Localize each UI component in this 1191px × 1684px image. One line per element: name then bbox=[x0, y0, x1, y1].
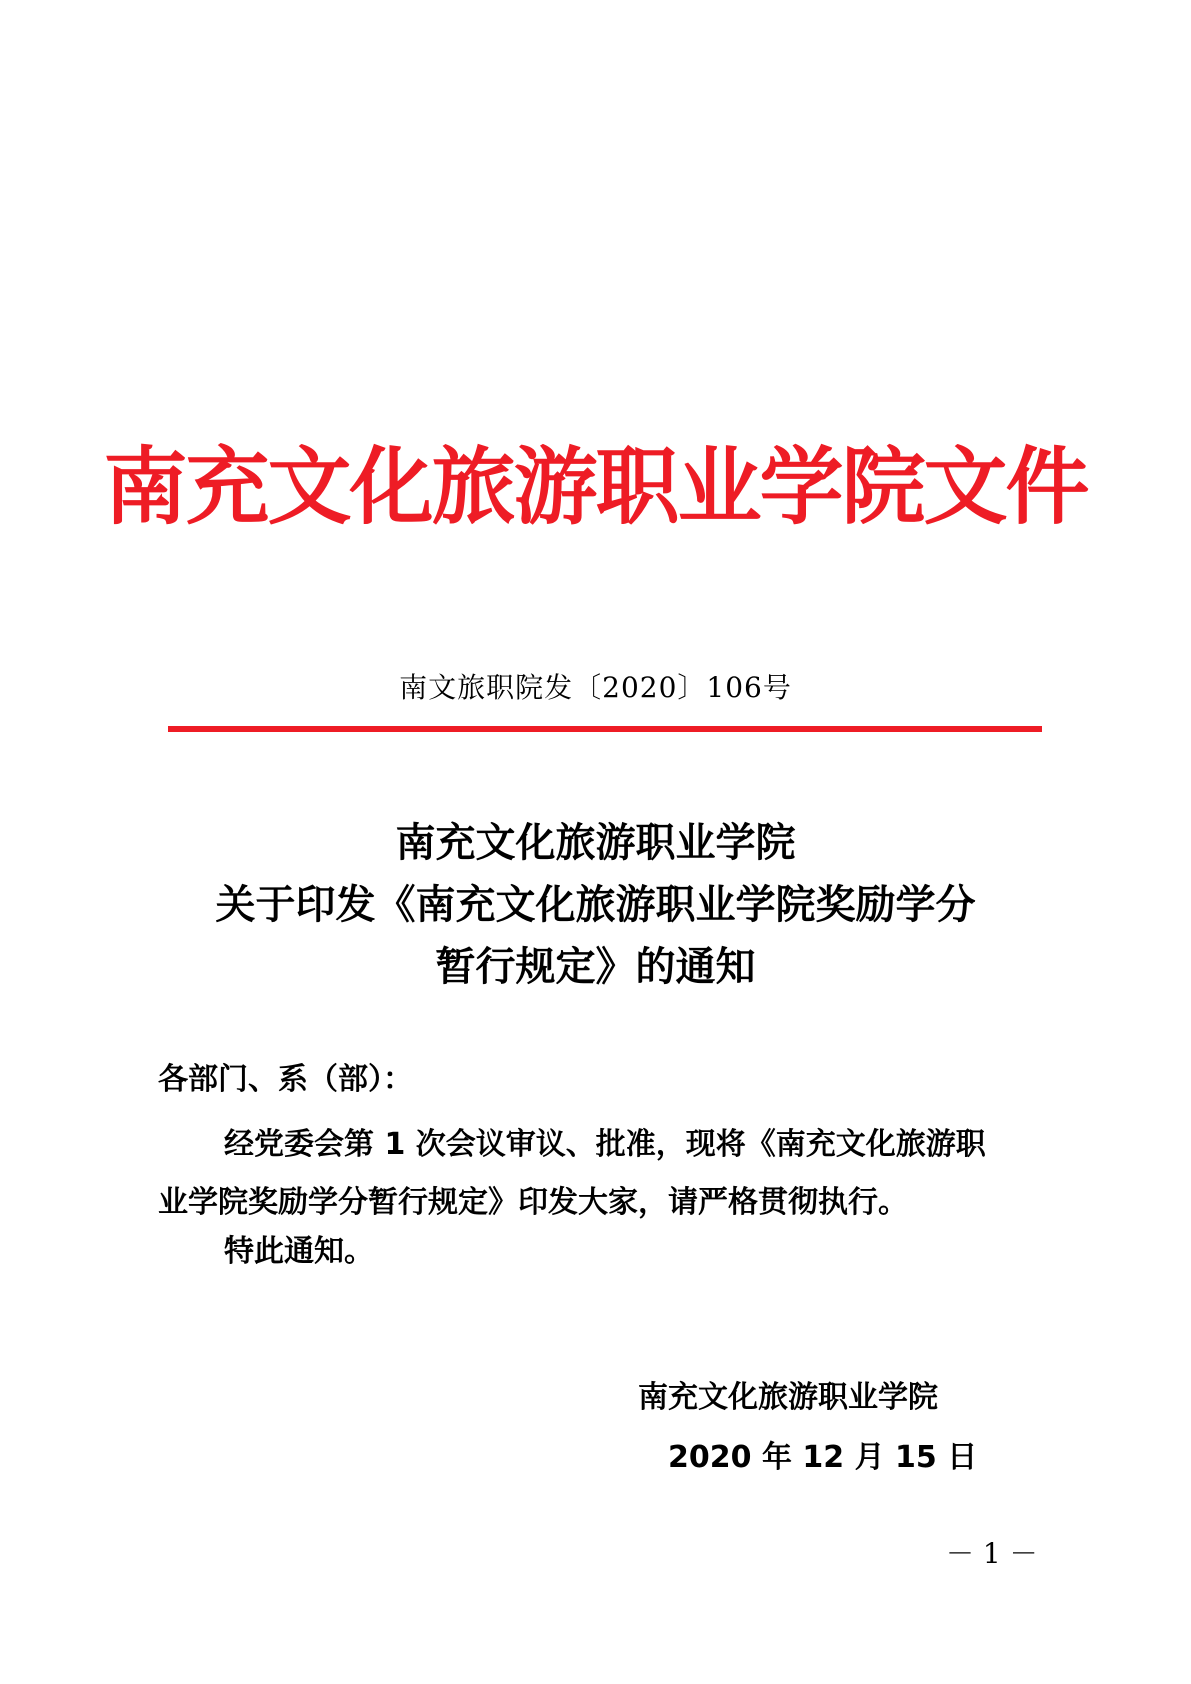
body-paragraph bbox=[158, 1116, 1038, 1232]
signature-date: 2020 年 12 月 15 日 bbox=[668, 1440, 978, 1475]
document-title-line-2: 关于印发《南充文化旅游职业学院奖励学分 bbox=[215, 882, 976, 928]
red-divider-line bbox=[168, 726, 1042, 732]
salutation: 各部门、系（部）： bbox=[158, 1062, 413, 1097]
document-title-line-1: 南充文化旅游职业学院 bbox=[395, 820, 796, 866]
document-title bbox=[0, 812, 1191, 998]
body-line-2: 业学院奖励学分暂行规定》印发大家，请严格贯彻执行。 bbox=[158, 1185, 908, 1220]
document-number: 南文旅职院发〔2020〕106号 bbox=[399, 671, 792, 704]
body-line-1: 经党委会第 1 次会议审议、批准，现将《南充文化旅游职 bbox=[224, 1127, 986, 1162]
signature-organization: 南充文化旅游职业学院 bbox=[638, 1380, 938, 1415]
document-title-line-3: 暂行规定》的通知 bbox=[435, 944, 756, 990]
document-header-title: 南充文化旅游职业学院文件 bbox=[103, 438, 1088, 536]
closing-text: 特此通知。 bbox=[224, 1234, 374, 1269]
page-number: － 1 － bbox=[946, 1537, 1038, 1570]
